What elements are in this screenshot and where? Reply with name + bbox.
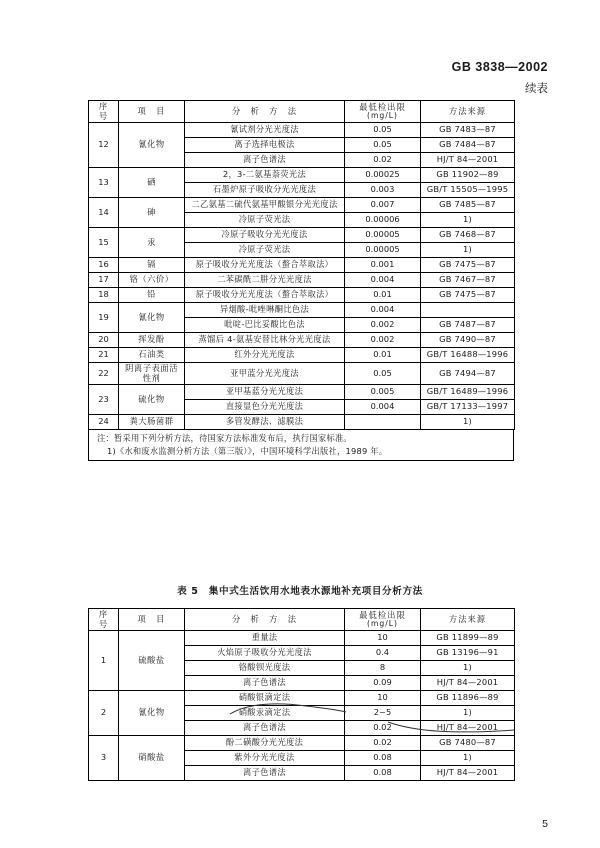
col-header-limit: 最低检出限 (mg/L) <box>345 609 421 631</box>
cell-method: 石墨炉原子吸收分光光度法 <box>185 183 345 198</box>
cell-limit: 0.004 <box>345 273 421 288</box>
cell-limit: 0.002 <box>345 318 421 333</box>
cell-source: GB 7468—87 <box>421 228 515 243</box>
table-row <box>89 333 515 348</box>
cell-limit: 0.4 <box>345 646 421 661</box>
cell-method: 蒸馏后 4-氨基安替比林分光光度法 <box>185 333 345 348</box>
cell-item: 硒 <box>119 168 185 198</box>
cell-no: 16 <box>89 258 119 273</box>
cell-method: 亚甲蓝分光光度法 <box>185 363 345 385</box>
cell-limit: 0.01 <box>345 288 421 303</box>
cell-source: 1) <box>421 415 515 430</box>
cell-source: GB 7480—87 <box>421 736 515 751</box>
cell-method: 原子吸收分光光度法（螯合萃取法） <box>185 288 345 303</box>
table-supplementary-items <box>88 608 514 781</box>
cell-source: GB 7483—87 <box>421 123 515 138</box>
cell-source <box>421 303 515 318</box>
table-row <box>89 348 515 363</box>
cell-limit: 0.08 <box>345 751 421 766</box>
cell-limit: 0.02 <box>345 153 421 168</box>
table-row <box>89 385 515 400</box>
col-header-limit: 最低检出限 (mg/L) <box>345 101 421 123</box>
col-header-method: 分 析 方 法 <box>185 101 345 123</box>
col-header-source: 方法来源 <box>421 609 515 631</box>
cell-no: 2 <box>89 691 119 736</box>
cell-method: 紫外分光光度法 <box>185 751 345 766</box>
cell-method: 重量法 <box>185 631 345 646</box>
cell-source: GB/T 15505—1995 <box>421 183 515 198</box>
cell-method: 多管发酵法、滤膜法 <box>185 415 345 430</box>
note-line-1: 注：暂采用下列分析方法，待国家方法标准发布后，执行国家标准。 <box>97 433 352 444</box>
cell-method: 离子色谱法 <box>185 153 345 168</box>
cell-no: 14 <box>89 198 119 228</box>
table5-title: 表 5 集中式生活饮用水地表水源地补充项目分析方法 <box>177 586 423 597</box>
standard-number: GB 3838—2002 <box>451 60 548 74</box>
cell-method: 2，3-二氨基萘荧光法 <box>185 168 345 183</box>
cell-item: 硫化物 <box>119 385 185 415</box>
cell-method: 硝酸银滴定法 <box>185 691 345 706</box>
cell-source: HJ/T 84—2001 <box>421 766 515 781</box>
cell-no: 12 <box>89 123 119 168</box>
page-number: 5 <box>542 818 548 830</box>
table-row <box>89 288 515 303</box>
cell-no: 20 <box>89 333 119 348</box>
cell-method: 火焰原子吸收分光光度法 <box>185 646 345 661</box>
cell-limit: 0.002 <box>345 333 421 348</box>
cell-method: 红外分光光度法 <box>185 348 345 363</box>
cell-no: 13 <box>89 168 119 198</box>
cell-item: 石油类 <box>119 348 185 363</box>
cell-no: 22 <box>89 363 119 385</box>
cell-limit <box>345 415 421 430</box>
cell-source: GB 7475—87 <box>421 288 515 303</box>
cell-source: GB 7490—87 <box>421 333 515 348</box>
cell-method: 冷原子吸收分光光度法 <box>185 228 345 243</box>
cell-limit: 0.004 <box>345 400 421 415</box>
cell-no: 24 <box>89 415 119 430</box>
cell-limit: 10 <box>345 631 421 646</box>
cell-limit: 0.01 <box>345 348 421 363</box>
cell-limit: 0.02 <box>345 736 421 751</box>
cell-source: GB 7494—87 <box>421 363 515 385</box>
col-header-no: 序 号 <box>89 101 119 123</box>
cell-method: 离子选择电极法 <box>185 138 345 153</box>
cell-item: 氰化物 <box>119 123 185 168</box>
cell-item: 硫酸盐 <box>119 631 185 691</box>
cell-limit: 0.004 <box>345 303 421 318</box>
cell-source: GB 11899—89 <box>421 631 515 646</box>
cell-item: 汞 <box>119 228 185 258</box>
table-continued-analysis-methods <box>88 100 514 461</box>
cell-source: GB/T 17133—1997 <box>421 400 515 415</box>
col-header-no: 序 号 <box>89 609 119 631</box>
col-header-source: 方法来源 <box>421 101 515 123</box>
cell-limit: 2~5 <box>345 706 421 721</box>
cell-source: GB 13196—91 <box>421 646 515 661</box>
table-row <box>89 736 515 751</box>
cell-item: 镉 <box>119 258 185 273</box>
cell-method: 酚二磺酸分光光度法 <box>185 736 345 751</box>
cell-source: GB 7484—87 <box>421 138 515 153</box>
table-header-row <box>89 609 515 631</box>
cell-limit: 0.00005 <box>345 243 421 258</box>
cell-method: 氰试剂分光光度法 <box>185 123 345 138</box>
cell-limit: 0.00025 <box>345 168 421 183</box>
cell-limit: 0.00005 <box>345 228 421 243</box>
cell-item: 氰化物 <box>119 303 185 333</box>
table-row <box>89 273 515 288</box>
cell-source: GB 11896—89 <box>421 691 515 706</box>
cell-source: GB 11902—89 <box>421 168 515 183</box>
cell-no: 3 <box>89 736 119 781</box>
note-line-2: 1)《水和废水监测分析方法（第三版）》，中国环境科学出版社，1989 年。 <box>107 445 388 456</box>
col-header-item: 项 目 <box>119 101 185 123</box>
cell-no: 19 <box>89 303 119 333</box>
cell-method: 离子色谱法 <box>185 766 345 781</box>
cell-item: 阴离子表面活性剂 <box>119 363 185 385</box>
cell-item: 铬（六价） <box>119 273 185 288</box>
analysis-method-table-1 <box>88 100 515 430</box>
cell-source: HJ/T 84—2001 <box>421 676 515 691</box>
cell-source: GB/T 16488—1996 <box>421 348 515 363</box>
cell-method: 离子色谱法 <box>185 676 345 691</box>
cell-limit: 0.05 <box>345 363 421 385</box>
table-row <box>89 123 515 138</box>
cell-method: 冷原子荧光法 <box>185 243 345 258</box>
cell-source: GB 7475—87 <box>421 258 515 273</box>
cell-method: 二乙氨基二硫代氨基甲酸银分光光度法 <box>185 198 345 213</box>
cell-method: 亚甲基蓝分光光度法 <box>185 385 345 400</box>
cell-source: 1) <box>421 706 515 721</box>
cell-limit: 0.05 <box>345 138 421 153</box>
cell-limit: 0.005 <box>345 385 421 400</box>
cell-method: 铬酸钡光度法 <box>185 661 345 676</box>
cell-method: 原子吸收分光光度法（螯合萃取法） <box>185 258 345 273</box>
table-row <box>89 198 515 213</box>
cell-item: 氰化物 <box>119 691 185 736</box>
cell-source: GB/T 16489—1996 <box>421 385 515 400</box>
analysis-method-table-2 <box>88 608 515 781</box>
cell-limit: 8 <box>345 661 421 676</box>
cell-limit: 0.007 <box>345 198 421 213</box>
cell-method: 直接显色分光光度法 <box>185 400 345 415</box>
table-row <box>89 631 515 646</box>
table-row <box>89 691 515 706</box>
cell-item: 硝酸盐 <box>119 736 185 781</box>
cell-source: HJ/T 84—2001 <box>421 153 515 168</box>
cell-method: 二苯碳酰二肼分光光度法 <box>185 273 345 288</box>
cell-limit: 0.02 <box>345 721 421 736</box>
cell-no: 15 <box>89 228 119 258</box>
cell-no: 23 <box>89 385 119 415</box>
cell-source: 1) <box>421 243 515 258</box>
cell-item: 砷 <box>119 198 185 228</box>
cell-source: 1) <box>421 751 515 766</box>
cell-limit: 0.05 <box>345 123 421 138</box>
continued-label: 续表 <box>525 81 548 95</box>
cell-item: 粪大肠菌群 <box>119 415 185 430</box>
cell-method: 异烟酸-吡唑啉酮比色法 <box>185 303 345 318</box>
table-row <box>89 303 515 318</box>
cell-no: 21 <box>89 348 119 363</box>
cell-method: 离子色谱法 <box>185 721 345 736</box>
cell-source: 1) <box>421 213 515 228</box>
col-header-item: 项 目 <box>119 609 185 631</box>
table-row <box>89 415 515 430</box>
cell-source: GB 7467—87 <box>421 273 515 288</box>
table-header-row <box>89 101 515 123</box>
table-notes <box>88 430 514 461</box>
cell-source: GB 7487—87 <box>421 318 515 333</box>
cell-method: 硝酸汞滴定法 <box>185 706 345 721</box>
cell-method: 吡啶-巴比妥酸比色法 <box>185 318 345 333</box>
table-row <box>89 363 515 385</box>
cell-no: 1 <box>89 631 119 691</box>
cell-source: GB 7485—87 <box>421 198 515 213</box>
cell-limit: 0.08 <box>345 766 421 781</box>
table-row <box>89 258 515 273</box>
cell-limit: 0.003 <box>345 183 421 198</box>
cell-limit: 0.00006 <box>345 213 421 228</box>
table-row <box>89 168 515 183</box>
table-row <box>89 228 515 243</box>
cell-no: 17 <box>89 273 119 288</box>
cell-source: 1) <box>421 661 515 676</box>
col-header-method: 分 析 方 法 <box>185 609 345 631</box>
cell-item: 挥发酚 <box>119 333 185 348</box>
cell-source: HJ/T 84—2001 <box>421 721 515 736</box>
cell-limit: 0.09 <box>345 676 421 691</box>
cell-limit: 10 <box>345 691 421 706</box>
cell-limit: 0.001 <box>345 258 421 273</box>
cell-no: 18 <box>89 288 119 303</box>
cell-item: 铅 <box>119 288 185 303</box>
cell-method: 冷原子荧光法 <box>185 213 345 228</box>
